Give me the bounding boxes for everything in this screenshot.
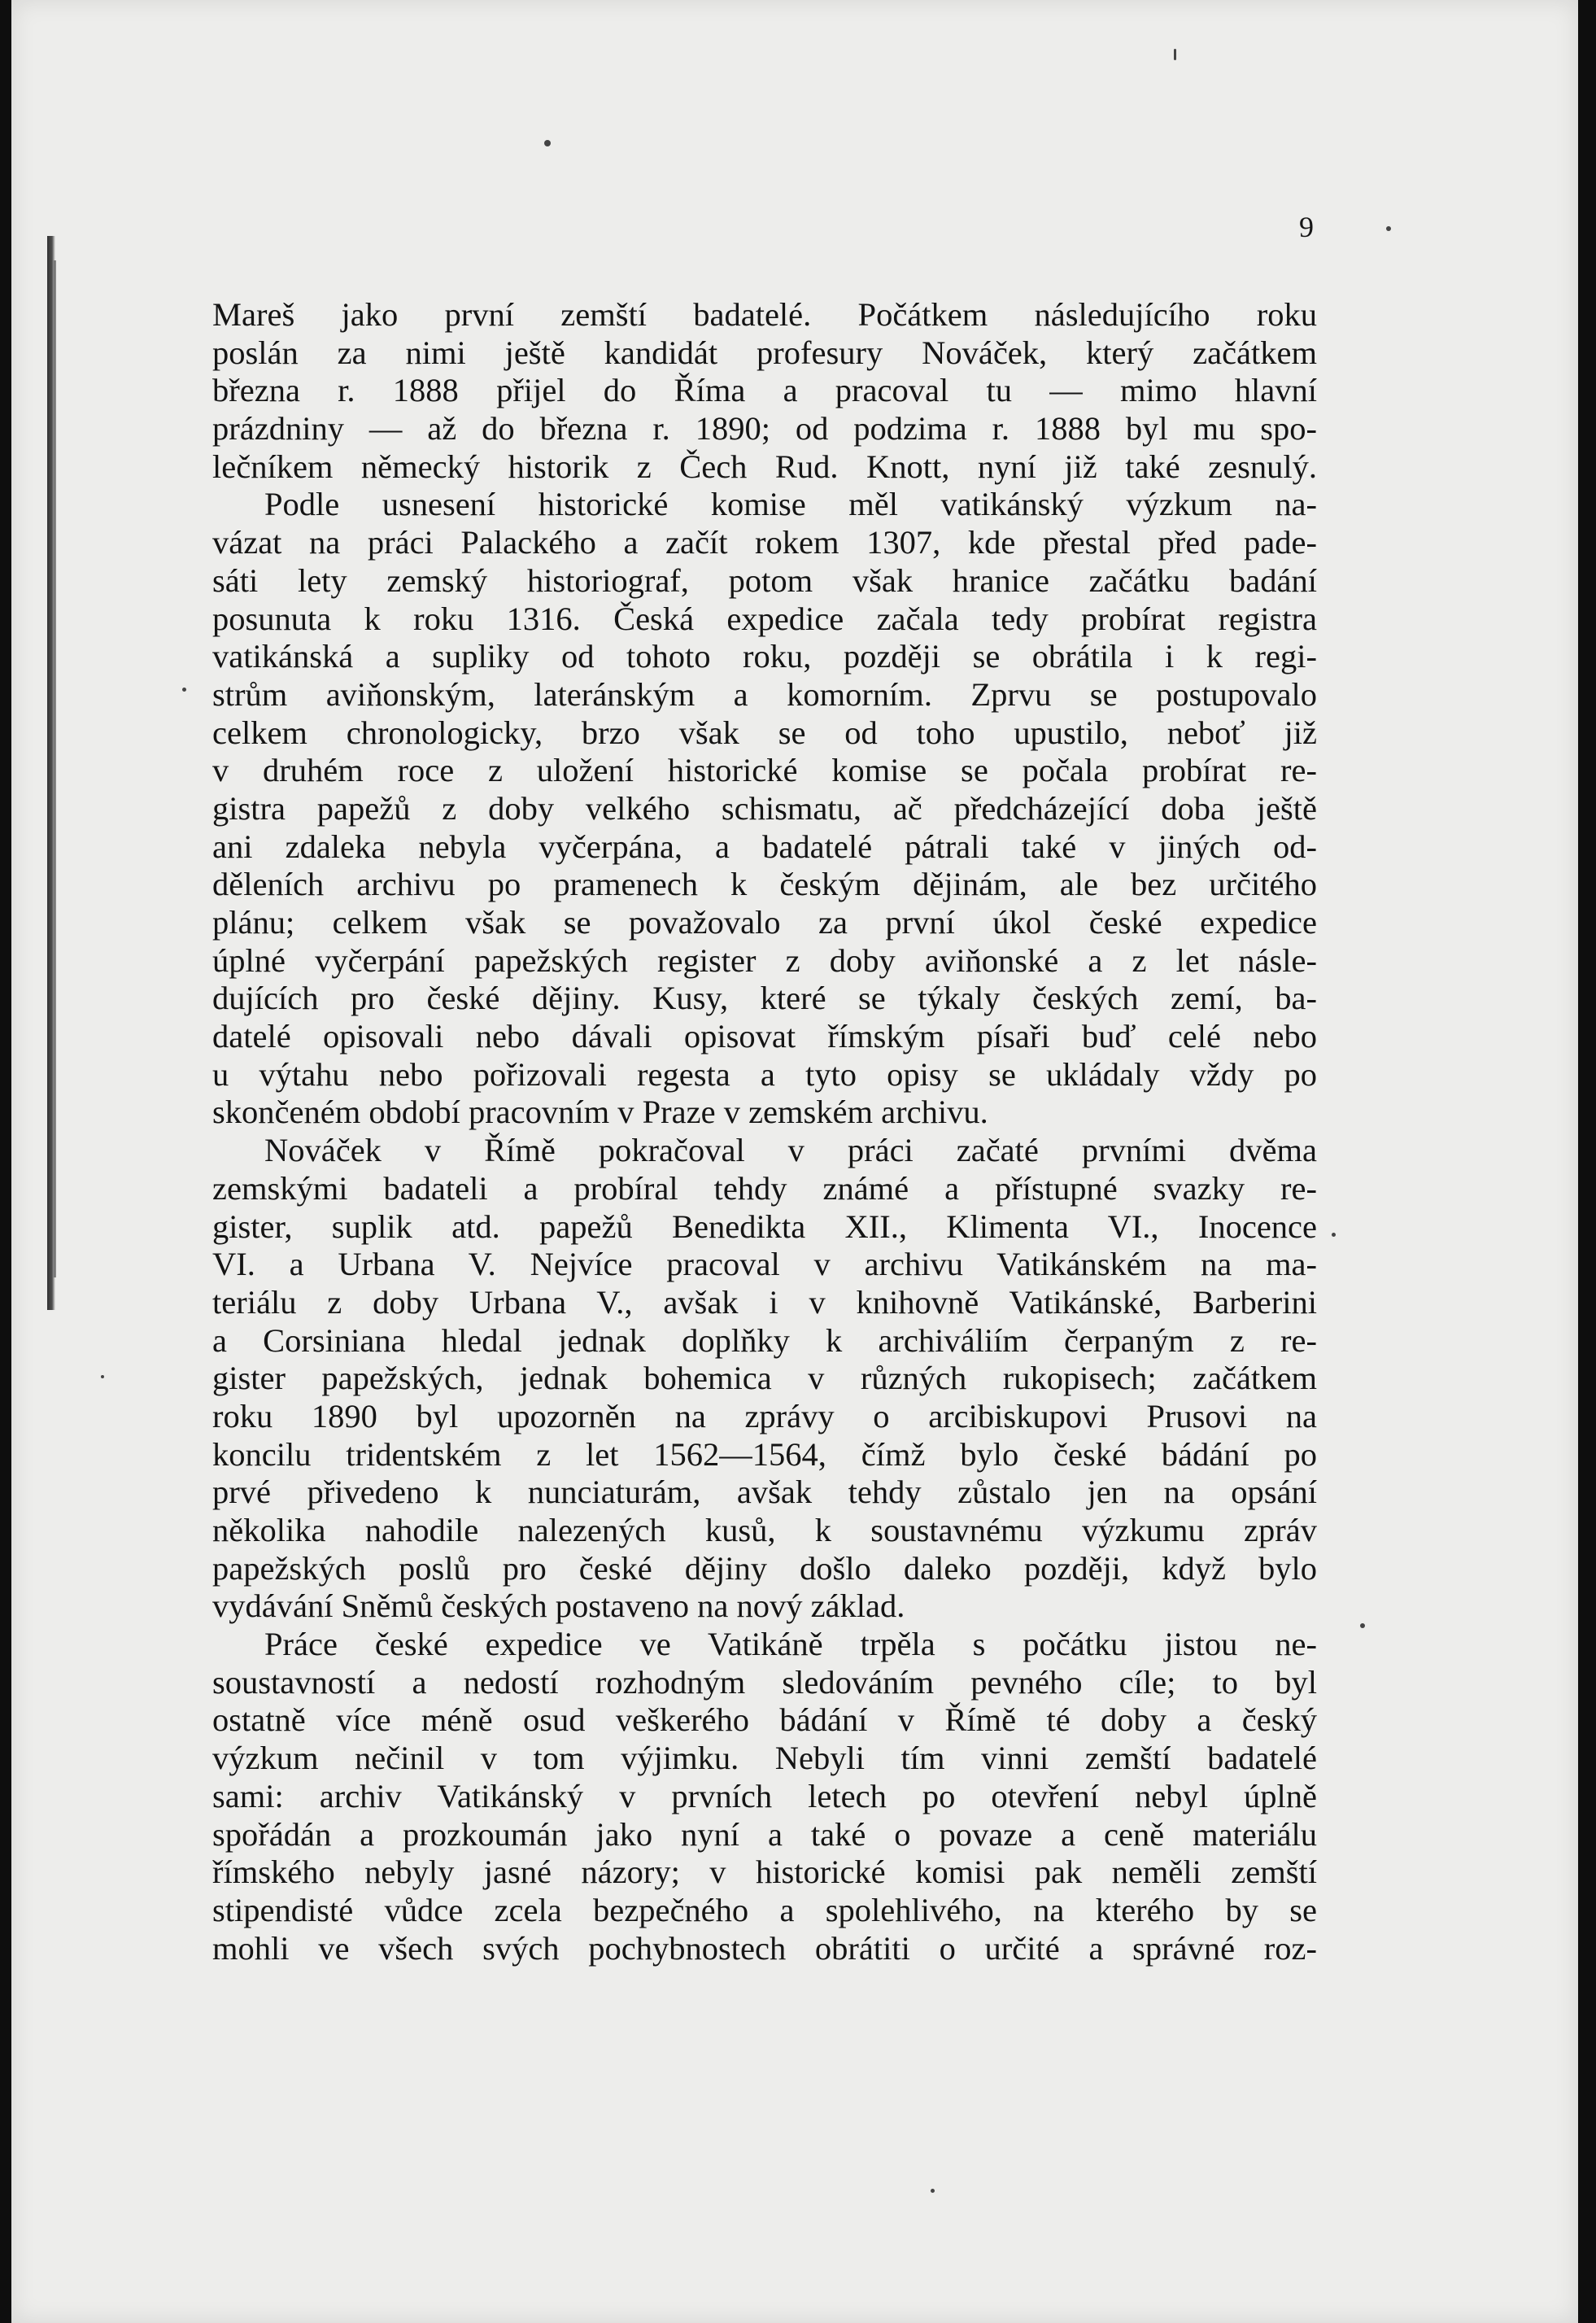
- text-line: gister papežských, jednak bohemica v různých rukopisech; začátkem: [212, 1360, 1317, 1397]
- text-line: římského nebyly jasné názory; v historické komisi pak neměli zemští: [212, 1854, 1317, 1891]
- text-line: strům aviňonským, lateránským a komorním. Zprvu se postupovalo: [212, 675, 1317, 713]
- text-line: mohli ve všech svých pochybnostech obrátiti o určité a správné roz-: [212, 1929, 1317, 1967]
- text-line: posunuta k roku 1316. Česká expedice začala tedy probírat registra: [212, 600, 1317, 637]
- page-spine-edge: [54, 260, 56, 1277]
- book-page: [11, 0, 1578, 2323]
- text-line: v druhém roce z uložení historické komise se počala probírat re-: [212, 752, 1317, 789]
- text-line: prázdniny — až do března r. 1890; od podzima r. 1888 byl mu spo-: [212, 410, 1317, 448]
- text-line: koncilu tridentském z let 1562—1564, čímž bylo české bádání po: [212, 1435, 1317, 1473]
- scan-speck: [1332, 1233, 1336, 1237]
- text-line: skončeném období pracovním v Praze v zemském archivu.: [212, 1094, 988, 1131]
- text-line: několika nahodile nalezených kusů, k soustavnému výzkumu zpráv: [212, 1512, 1317, 1548]
- body-text: [212, 296, 1317, 1967]
- text-line: celkem chronologicky, brzo však se od toho upustilo, neboť již: [212, 714, 1317, 751]
- text-line: papežských poslů pro české dějiny došlo daleko později, když bylo: [212, 1549, 1317, 1587]
- text-line: soustavností a nedostí rozhodným sledováním pevného cíle; to byl: [212, 1663, 1317, 1701]
- text-line: a Corsiniana hledal jednak doplňky k archiváliím čerpaným z re-: [212, 1321, 1317, 1359]
- text-line: vydávání Sněmů českých postaveno na nový základ.: [212, 1587, 905, 1625]
- page-number: 9: [1299, 211, 1314, 243]
- text-line: prvé přivedeno k nunciaturám, avšak tehdy zůstalo jen na opsání: [212, 1474, 1317, 1511]
- scan-speck: [182, 688, 186, 692]
- text-line: gister, suplik atd. papežů Benedikta XII., Klimenta VI., Inocence: [212, 1207, 1317, 1245]
- text-line: poslán za nimi ještě kandidát profesury Nováček, který začátkem: [212, 334, 1317, 371]
- text-line: stipendisté vůdce zcela bezpečného a spolehlivého, na kterého by se: [212, 1891, 1317, 1928]
- text-line: datelé opisovali nebo dávali opisovat římským písaři buď celé nebo: [212, 1018, 1317, 1055]
- text-line: roku 1890 byl upozorněn na zprávy o arcibiskupovi Prusovi na: [212, 1397, 1317, 1434]
- text-line: plánu; celkem však se považovalo za první úkol české expedice: [212, 904, 1317, 941]
- text-line: vázat na práci Palackého a začít rokem 1307, kde přestal před pade-: [212, 524, 1317, 561]
- text-line: března r. 1888 přijel do Říma a pracoval tu — mimo hlavní: [212, 372, 1317, 409]
- text-line: Podle usnesení historické komise měl vatikánský výzkum na-: [264, 486, 1317, 523]
- text-line: u výtahu nebo pořizovali regesta a tyto opisy se ukládaly vždy po: [212, 1055, 1317, 1093]
- text-line: výzkum nečinil v tom výjimku. Nebyli tím vinni zemští badatelé: [212, 1740, 1317, 1777]
- scan-speck: [1386, 226, 1391, 231]
- text-line: dujících pro české dějiny. Kusy, které se týkaly českých zemí, ba-: [212, 980, 1317, 1017]
- scan-speck: [1174, 49, 1176, 60]
- scan-speck: [544, 140, 551, 146]
- text-line: ostatně více méně osud veškerého bádání v Římě té doby a český: [212, 1701, 1317, 1739]
- scan-speck: [1360, 1623, 1365, 1628]
- text-line: děleních archivu po pramenech k českým dějinám, ale bez určitého: [212, 866, 1317, 903]
- scan-speck: [931, 2189, 935, 2193]
- text-line: Mareš jako první zemští badatelé. Počátkem následujícího roku: [212, 296, 1317, 333]
- text-line: VI. a Urbana V. Nejvíce pracoval v archivu Vatikánském na ma-: [212, 1246, 1317, 1283]
- scan-speck: [101, 1375, 104, 1378]
- text-line: sáti lety zemský historiograf, potom však hranice začátku badání: [212, 561, 1317, 599]
- text-line: Nováček v Římě pokračoval v práci začaté prvními dvěma: [264, 1132, 1317, 1169]
- text-line: gistra papežů z doby velkého schismatu, ač předcházející doba ještě: [212, 789, 1317, 827]
- text-line: teriálu z doby Urbana V., avšak i v knihovně Vatikánské, Barberini: [212, 1283, 1317, 1321]
- text-line: sami: archiv Vatikánský v prvních letech po otevření nebyl úplně: [212, 1777, 1317, 1814]
- text-line: vatikánská a supliky od tohoto roku, později se obrátila i k regi-: [212, 638, 1317, 675]
- text-line: úplné vyčerpání papežských register z doby aviňonské a z let násle-: [212, 941, 1317, 979]
- text-line: zemskými badateli a probíral tehdy známé a přístupné svazky re-: [212, 1169, 1317, 1207]
- text-line: Práce české expedice ve Vatikáně trpěla s počátku jistou ne-: [264, 1626, 1317, 1663]
- text-line: lečníkem německý historik z Čech Rud. Knott, nyní již také zesnulý.: [212, 448, 1317, 485]
- text-line: ani zdaleka nebyla vyčerpána, a badatelé pátrali také v jiných od-: [212, 827, 1317, 865]
- text-line: spořádán a prozkoumán jako nyní a také o povaze a ceně materiálu: [212, 1815, 1317, 1853]
